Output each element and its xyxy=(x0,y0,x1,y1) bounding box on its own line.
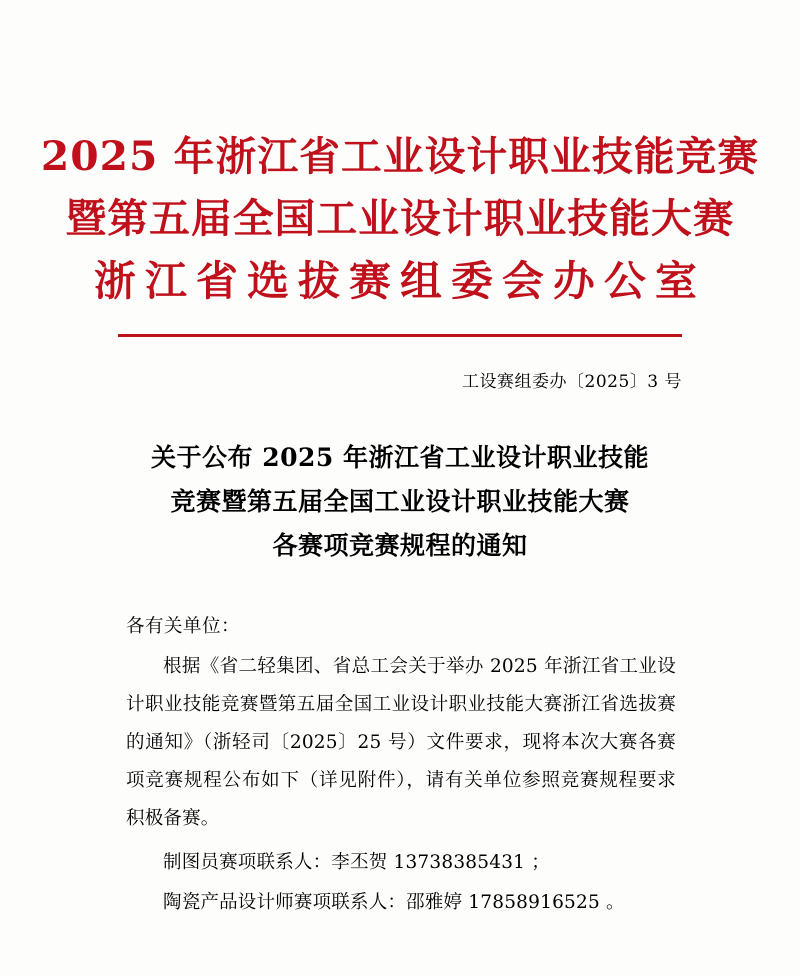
letterhead xyxy=(0,0,800,337)
document-body xyxy=(0,608,800,922)
letterhead-line-2: 暨第五届全国工业设计职业技能大赛 xyxy=(65,195,735,242)
letterhead-line-3: 浙江省选拔赛组委会办公室 xyxy=(94,257,706,305)
letterhead-line-1: 2025 年浙江省工业设计职业技能竞赛 xyxy=(40,133,760,180)
contact-line-1: 制图员赛项联系人：李丕贺 13738385431 ； xyxy=(163,852,550,873)
letterhead-divider xyxy=(118,334,682,337)
contact-line-2: 陶瓷产品设计师赛项联系人：邵雅婷 17858916525 。 xyxy=(163,892,625,913)
document-title-line-2: 竞赛暨第五届全国工业设计职业技能大赛 xyxy=(170,487,630,516)
document-title-line-3: 各赛项竞赛规程的通知 xyxy=(272,531,528,560)
document-title xyxy=(0,436,800,568)
document-number: 工设赛组委办〔2025〕3 号 xyxy=(462,372,682,392)
salutation: 各有关单位： xyxy=(126,616,241,637)
body-paragraph-1: 根据《省二轻集团、省总工会关于举办 2025 年浙江省工业设计职业技能竞赛暨第五届全国工业设计职业技能大赛浙江省选拔赛的通知》（浙轻司〔2025〕25 号）文件要求，现将本次大赛各赛项竞赛规程公布如下（详见附件），请有关单位参照竞赛规程要求积极备赛。 xyxy=(126,656,676,829)
document-title-line-1: 关于公布 2025 年浙江省工业设计职业技能 xyxy=(151,443,649,472)
